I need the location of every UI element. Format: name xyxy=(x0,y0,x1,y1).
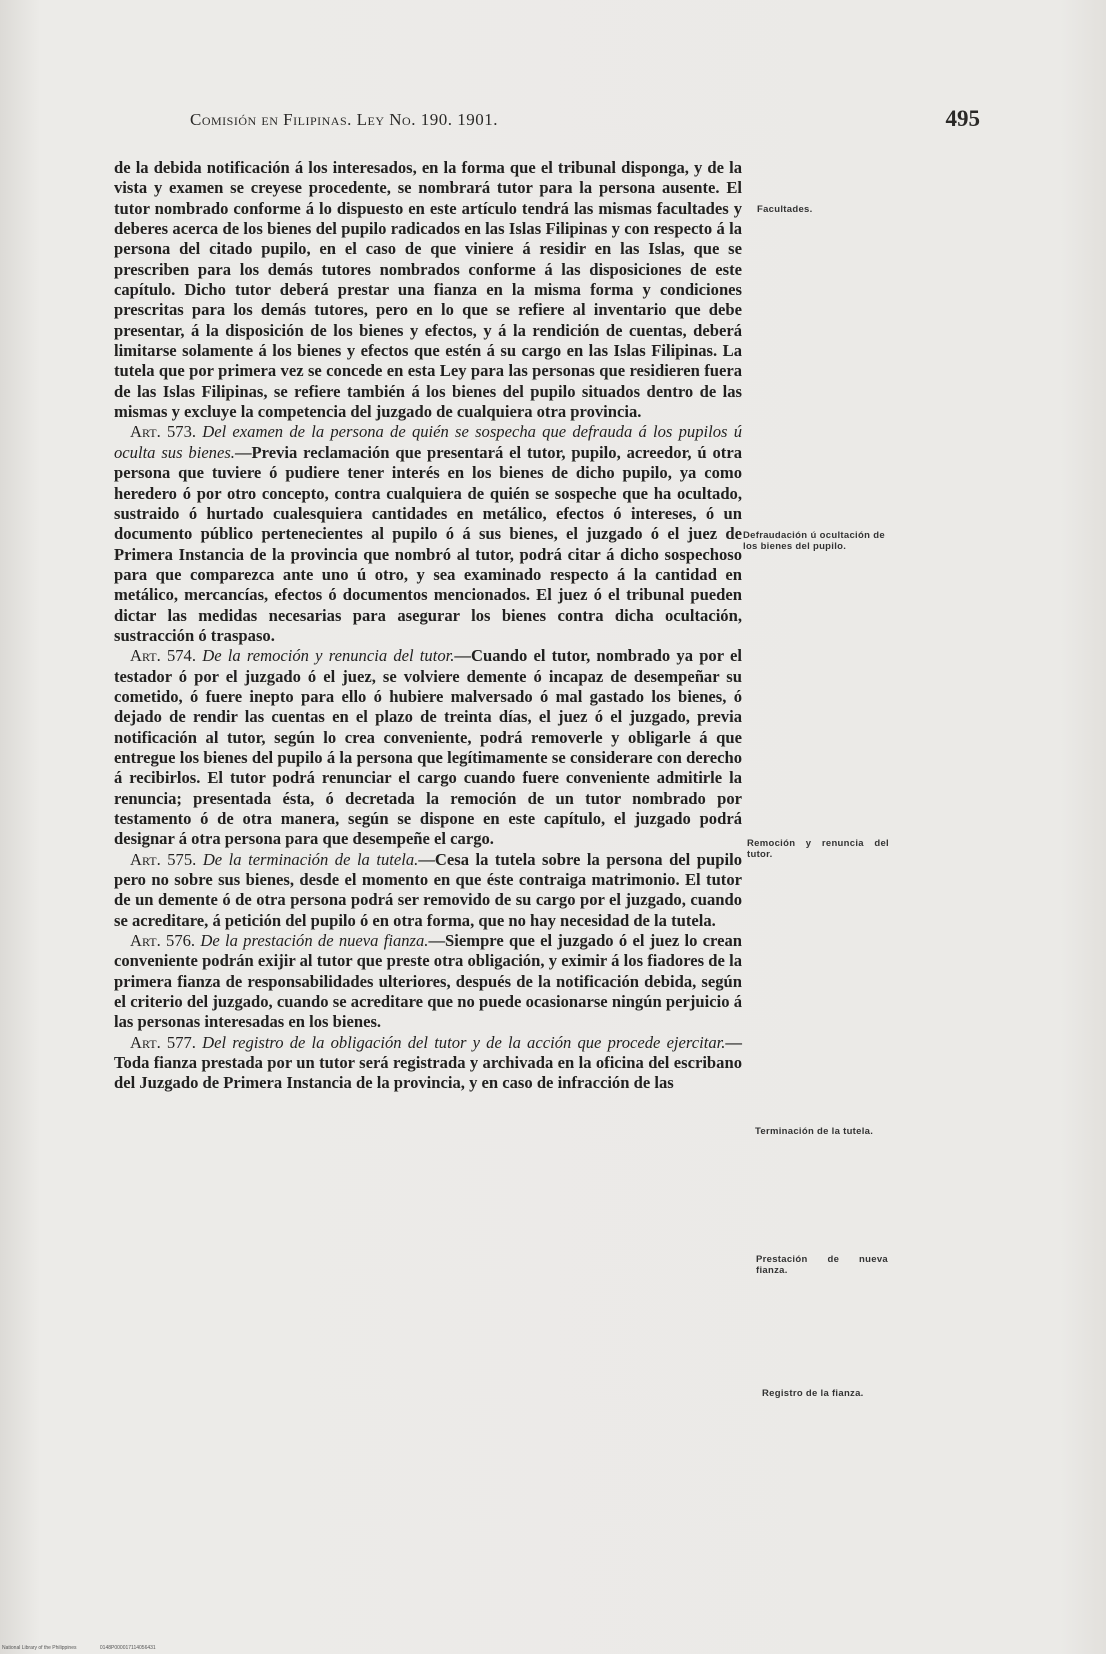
side-note-registro: Registro de la fianza. xyxy=(762,1388,864,1399)
running-head: Comisión en Filipinas. Ley No. 190. 1901. xyxy=(190,110,498,129)
article-text: —Previa reclamación que presentará el tutor, pupilo, acreedor, ú otra persona que tuviere ó pudiere tener interés en los bienes de dicho pupilo, ya como heredero ó por otro concepto, contra cualquiera de quién se sospeche que ha ocultado, sustraido ó hurtado cualesquiera cantidades en metálico, efectos ó intereses, ó un documento público pertenecientes al pupilo ó á sus bienes, el juzgado ó el juez de Primera Instancia de la provincia que nombró al tutor, podrá citar á dicho sospechoso para que comparezca ante uno ú otro, y sea examinado respecto á la cantidad en metálico, mercancías, efectos ó documentos mencionados. El juez ó el tribunal pueden dictar las medidas necesarias para asegurar los bienes contra dicha ocultación, sustracción ó traspaso. xyxy=(114,442,742,645)
paragraph-continuation: de la debida notificación á los interesados, en la forma que el tribunal disponga, y de la vista y examen se creyese procedente, se nombrará tutor para la persona ausente. El tutor nombrado conforme á lo dispuesto en este artículo tendrá las mismas facultades y deberes acerca de los bienes del pupilo radicados en las Islas Filipinas y con respecto á la persona del citado pupilo, en el caso de que viniere á residir en las Islas, que se prescriben para los demás tutores nombrados conforme á las disposiciones de este capítulo. Dicho tutor deberá prestar una fianza en la misma forma y condiciones prescritas para los demás tutores, pero en lo que se refiere al inventario que debe presentar, á la disposición de los bienes y efectos, y á la rendición de cuentas, deberá limitarse solamente á los bienes y efectos que estén á su cargo en las Islas Filipinas. La tutela que por primera vez se concede en esta Ley para las personas que residieren fuera de las Islas Filipinas, se refiere también á los bienes del pupilo situados dentro de las mismas y excluye la competencia del juzgado de cualquiera otra provincia. xyxy=(114,158,742,422)
page-number: 495 xyxy=(945,106,980,131)
article-576 xyxy=(114,931,742,1033)
article-text: —Cesa la tutela sobre la persona del pupilo pero no sobre sus bienes, desde el momento en que éste contraiga matrimonio. El tutor de un demente ó de otra persona podrá ser removido de su cargo por el juzgado, cuando se acreditare, á petición del pupilo ó en otra forma, que no hay necesidad de la tutela. xyxy=(114,849,742,930)
scan-footer xyxy=(2,1645,178,1651)
article-title: Del registro de la obligación del tutor y de la acción que procede ejercitar. xyxy=(202,1032,726,1052)
article-title: De la terminación de la tutela. xyxy=(202,849,419,869)
scan-code: 0148P000017114056431 xyxy=(99,1645,156,1651)
article-573 xyxy=(114,422,742,646)
side-note-defraudacion: Defraudación ú ocultación de los bienes del pupilo. xyxy=(743,530,885,552)
body-text xyxy=(114,158,742,1094)
article-577 xyxy=(114,1033,742,1094)
side-note-facultades: Facultades. xyxy=(757,204,813,215)
side-note-terminacion: Terminación de la tutela. xyxy=(755,1126,874,1137)
page-header xyxy=(180,108,980,138)
article-number: Art. 576. xyxy=(130,931,196,951)
article-575 xyxy=(114,850,742,931)
article-number: Art. 577. xyxy=(130,1032,196,1052)
article-574 xyxy=(114,646,742,849)
article-title: De la remoción y renuncia del tutor. xyxy=(202,646,455,666)
article-text: —Toda fianza prestada por un tutor será registrada y archivada en la oficina del escribano del Juzgado de Primera Instancia de la provincia, y en caso de infracción de las xyxy=(114,1032,742,1093)
side-note-remocion: Remoción y renuncia del tutor. xyxy=(747,838,889,860)
side-note-prestacion: Prestación de nueva fianza. xyxy=(756,1254,888,1276)
article-number: Art. 573. xyxy=(130,422,197,442)
article-title: De la prestación de nueva fianza. xyxy=(200,931,429,951)
article-title: Del examen de la persona de quién se sospecha que defrauda á los pupilos ú oculta sus bienes. xyxy=(114,422,742,462)
article-text: —Siempre que el juzgado ó el juez lo crean conveniente podrán exijir al tutor que preste otra obligación, y eximir á los fiadores de la primera fianza de responsabilidades ulteriores, después de la notificación debida, según el criterio del juzgado, cuando se acreditare que no puede ocasionarse ningún perjuicio á las personas interesadas en los bienes. xyxy=(114,931,742,1032)
article-text: —Cuando el tutor, nombrado ya por el testador ó por el juzgado ó el juez, se volviere demente ó incapaz de desempeñar su cometido, ó fuere inepto para ello ó hubiere malversado ó mal gastado los bienes, ó dejado de rendir las cuentas en el plazo de treinta días, el juez ó el juzgado, previa notificación al tutor, según lo crea conveniente, podrá removerle y obligarle á que entregue los bienes del pupilo á la persona que legítimamente se considerare con derecho á recibirlos. El tutor podrá renunciar el cargo cuando fuere conveniente admitirle la renuncia; presentada ésta, ó decretada la remoción de un tutor nombrado por testamento ó de otra manera, según se dispone en este capítulo, el juzgado podrá designar á otra persona para que desempeñe el cargo. xyxy=(114,646,742,849)
article-number: Art. 574. xyxy=(130,646,196,666)
article-number: Art. 575. xyxy=(130,849,197,869)
library-credit: National Library of the Philippines xyxy=(2,1645,77,1651)
